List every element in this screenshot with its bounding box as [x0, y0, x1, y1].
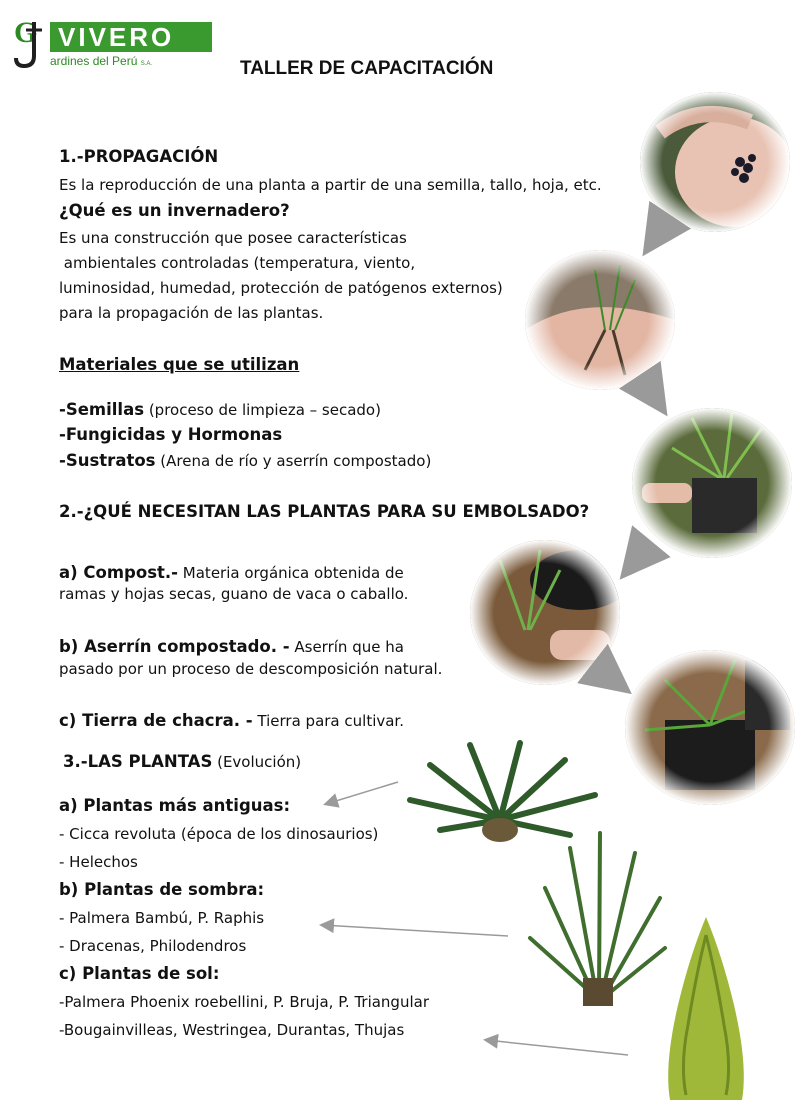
potted-seedling-photo: [632, 408, 792, 558]
logo-subtitle: ardines del Perú S.A.: [50, 54, 153, 68]
logo-monogram: [12, 16, 52, 70]
svg-text:G: G: [14, 16, 38, 49]
material-item: -Sustratos (Arena de río y aserrín compostado): [59, 451, 432, 470]
section1-heading: 1.-PROPAGACIÓN: [59, 147, 219, 166]
material-item: -Fungicidas y Hormonas: [59, 425, 283, 444]
rhapis-palm-photo: [525, 828, 670, 1008]
section2-heading: 2.-¿QUÉ NECESITAN LAS PLANTAS PARA SU EMBOLSADO?: [59, 502, 590, 521]
bagged-plant-photo: [625, 650, 795, 805]
old-plants-heading: a) Plantas más antiguas:: [59, 796, 291, 815]
answer-line: para la propagación de las plantas.: [59, 304, 324, 322]
section3-heading: 3.-LAS PLANTAS (Evolución): [63, 752, 302, 771]
plant-list-item: - Cicca revoluta (época de los dinosaurios): [59, 825, 379, 843]
company-logo: [12, 14, 212, 72]
materials-heading: Materiales que se utilizan: [59, 355, 300, 374]
plant-list-item: - Palmera Bambú, P. Raphis: [59, 909, 265, 927]
sawdust-item-line2: pasado por un proceso de descomposición natural.: [59, 660, 443, 678]
answer-line: ambientales controladas (temperatura, viento,: [59, 254, 416, 272]
soil-item: c) Tierra de chacra. - Tierra para cultivar.: [59, 711, 404, 730]
sun-plants-heading: c) Plantas de sol:: [59, 964, 220, 983]
page-title: TALLER DE CAPACITACIÓN: [240, 58, 494, 79]
transplanting-photo: [470, 540, 620, 685]
propagation-definition: Es la reproducción de una planta a partir de una semilla, tallo, hoja, etc.: [59, 176, 602, 194]
plant-list-item: - Dracenas, Philodendros: [59, 937, 247, 955]
compost-item-line2: ramas y hojas secas, guano de vaca o caballo.: [59, 585, 409, 603]
compost-item: a) Compost.- Materia orgánica obtenida de: [59, 563, 404, 582]
plant-list-item: -Bougainvilleas, Westringea, Durantas, Thujas: [59, 1021, 405, 1039]
plant-list-item: -Palmera Phoenix roebellini, P. Bruja, P. Triangular: [59, 993, 429, 1011]
plant-list-item: - Helechos: [59, 853, 138, 871]
material-item: -Semillas (proceso de limpieza – secado): [59, 400, 381, 419]
thuja-conifer-photo: [660, 915, 752, 1107]
seeds-in-hand-photo: [640, 92, 790, 232]
seedlings-in-hand-photo: [525, 250, 675, 390]
greenhouse-question: ¿Qué es un invernadero?: [59, 201, 290, 220]
answer-line: Es una construcción que posee características: [59, 229, 407, 247]
shade-plants-heading: b) Plantas de sombra:: [59, 880, 265, 899]
sawdust-item: b) Aserrín compostado. - Aserrín que ha: [59, 637, 404, 656]
logo-brand: VIVERO: [58, 22, 175, 52]
answer-line: luminosidad, humedad, protección de patógenos externos): [59, 279, 503, 297]
